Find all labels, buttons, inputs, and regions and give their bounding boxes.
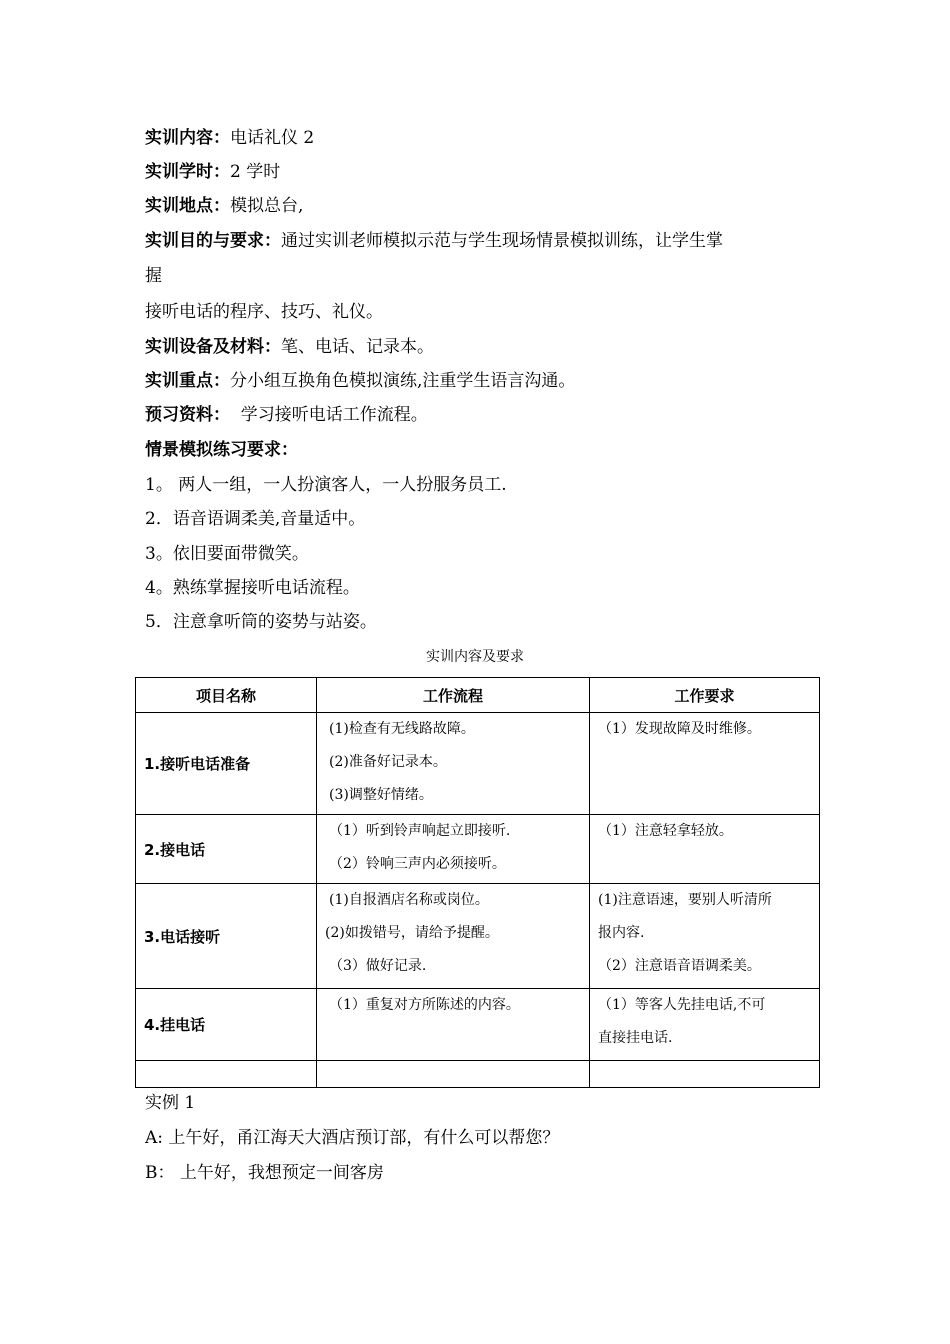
requirement-cell: （1）发现故障及时维修。 [590,713,820,815]
info-line-equipment: 实训设备及材料：笔、电话、记录本。 [145,337,434,357]
flow-cell: （1）听到铃声响起立即接听. （2）铃响三声内必须接听。 [317,815,590,884]
dialogue-line: B： 上午好，我想预定一间客房 [145,1163,384,1183]
practice-item: 2．语音语调柔美,音量适中。 [145,509,366,529]
training-table [135,677,820,1088]
project-name: 2.接电话 [136,815,317,884]
example-title: 实例 1 [145,1093,196,1113]
table-row [136,713,820,815]
column-header: 工作要求 [590,678,820,713]
table-row [136,884,820,989]
requirement-cell: （1）注意轻拿轻放。 [590,815,820,884]
table-row [136,815,820,884]
project-name: 4.挂电话 [136,989,317,1061]
table-header-row [136,678,820,713]
info-line-content: 实训内容：电话礼仪 2 [145,128,315,148]
column-header: 工作流程 [317,678,590,713]
flow-cell: （1）重复对方所陈述的内容。 [317,989,590,1061]
dialogue-line: A: 上午好，甬江海天大酒店预订部，有什么可以帮您？ [145,1128,560,1148]
practice-item: 4。熟练掌握接听电话流程。 [145,578,360,598]
practice-item: 3。依旧要面带微笑。 [145,544,309,564]
table-row [136,989,820,1061]
info-line-hours: 实训学时：2 学时 [145,162,281,182]
table-row-empty [136,1061,820,1088]
requirement-cell: (1)注意语速，要别人听清所 报内容. （2）注意语音语调柔美。 [590,884,820,989]
column-header: 项目名称 [136,678,317,713]
table-caption: 实训内容及要求 [426,649,524,665]
flow-cell: (1)自报酒店名称或岗位。 (2)如拨错号，请给予提醒。 （3）做好记录. [317,884,590,989]
project-name: 1.接听电话准备 [136,713,317,815]
practice-item: 1。 两人一组，一人扮演客人，一人扮服务员工. [145,475,507,495]
practice-item: 5．注意拿听筒的姿势与站姿。 [145,612,377,632]
requirement-cell: （1）等客人先挂电话,不可 直接挂电话. [590,989,820,1061]
purpose-wrap-line: 握 [145,266,162,286]
purpose-continuation: 接听电话的程序、技巧、礼仪。 [145,302,383,322]
info-line-purpose: 实训目的与要求：通过实训老师模拟示范与学生现场情景模拟训练，让学生掌 [145,231,723,251]
info-line-location: 实训地点：模拟总台, [145,196,304,216]
info-line-focus: 实训重点：分小组互换角色模拟演练,注重学生语言沟通。 [145,371,576,391]
flow-cell: (1)检查有无线路故障。 (2)准备好记录本。 (3)调整好情绪。 [317,713,590,815]
project-name: 3.电话接听 [136,884,317,989]
info-line-preview: 预习资料： 学习接听电话工作流程。 [145,405,428,425]
practice-heading: 情景模拟练习要求： [145,440,298,460]
